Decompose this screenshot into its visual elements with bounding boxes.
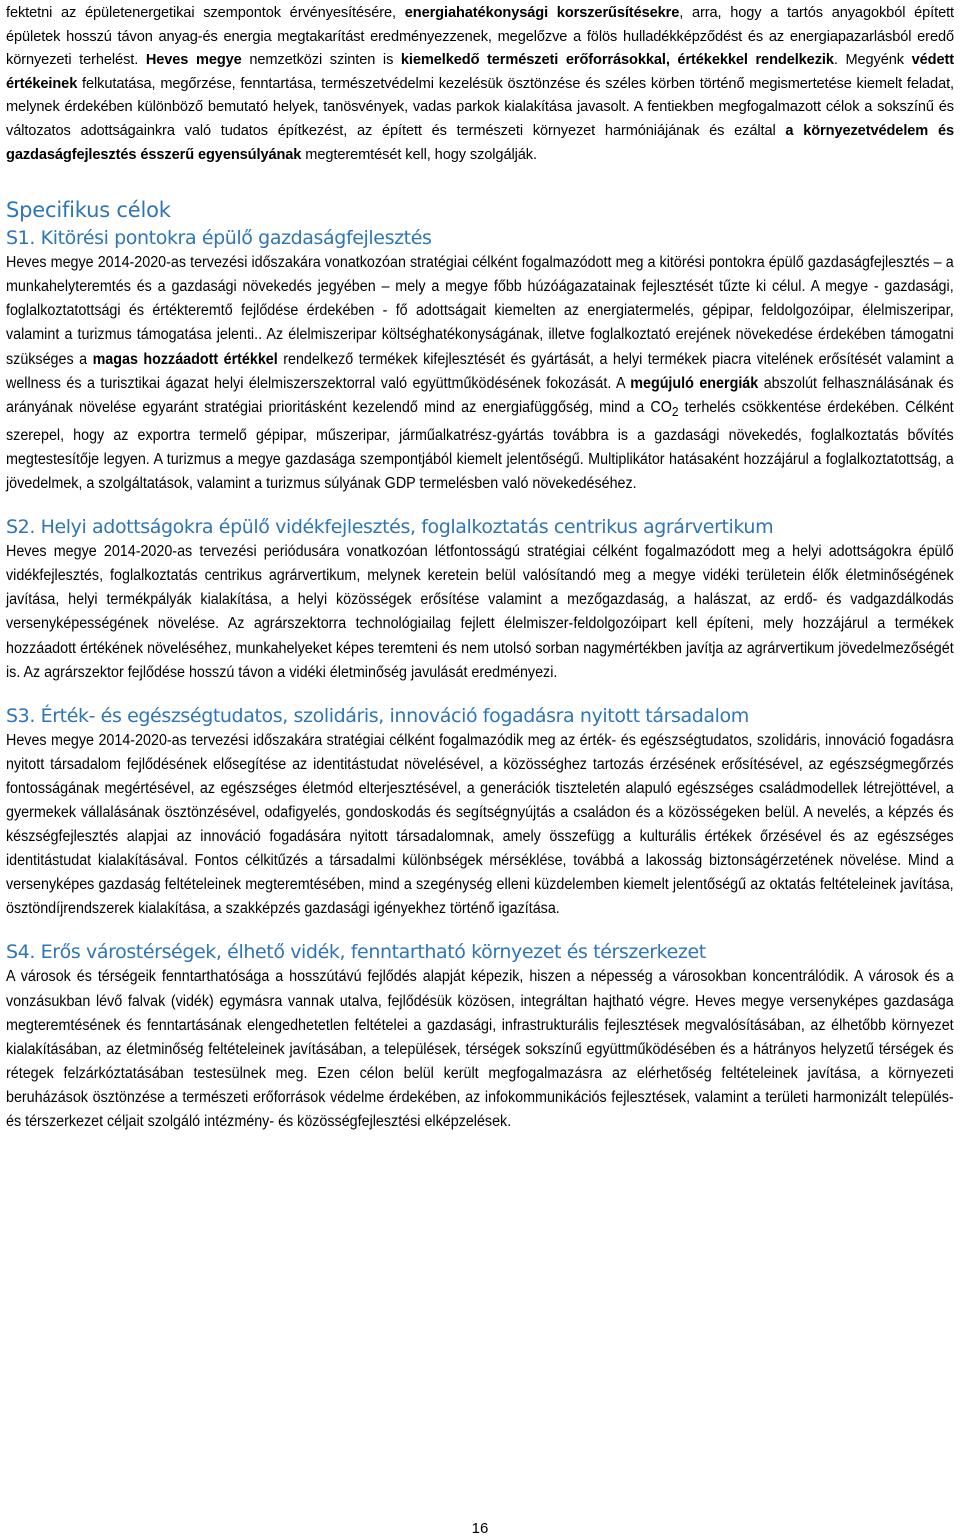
section-s2 <box>6 514 954 685</box>
text-run: abszolút felhasználásának és arányának növelése egyaránt stratégiai prioritásként kezelendő mind az energiafüggőség, mind a CO <box>6 374 954 416</box>
section-s4 <box>6 939 954 1134</box>
section-heading: S3. Érték- és egészségtudatos, szolidáris, innováció fogadásra nyitott társadalom <box>6 704 749 727</box>
text-run: . Megyénk <box>833 52 912 69</box>
text-run: A városok és térségeik fenntarthatósága a hosszútávú fejlődés alapját képezik, hiszen a népesség a városokban koncentrálódik. A városok és a vonzásukban lévő falvak (vidék) egymásra vannak utalva, fejlődésük közösen, integráltan hajtható végre. Heves megye versenyképes gazdasága megteremtésének és fenntartásának elengedhetetlen feltételei a gazdasági, infrastrukturális fejlesztések megvalósításában, az élhetőbb környezet kialakításában, az életminőség feltételeinek javításában, a települések, térségek sokszínű együttműködésében és a hátrányos helyzetű térségek és rétegek felzárkóztatásában testesülnek meg. Ezen célon belül került megfogalmazásra az elérhetőség feltételeinek javítása, a környezeti beruházások ösztönzése a természeti erőforrások védelme érdekében, az infokommunikációs fejlesztések, valamint a területi harmonizált település- és térszerkezet céljait szolgáló intézmény- és közösségfejlesztési elképzelések. <box>6 968 954 1131</box>
text-run: nemzetközi szinten is <box>241 52 401 69</box>
bold-text: a környezetvédelem és gazdaságfejlesztés ésszerű egyensúlyának <box>6 122 954 163</box>
bold-text: kiemelkedő természeti erőforrásokkal, értékekkel rendelkezik <box>400 52 834 69</box>
bold-text: megújuló energiák <box>630 374 759 392</box>
document-page <box>6 2 954 1134</box>
bold-text: védett értékeinek <box>6 52 954 92</box>
section-paragraph <box>6 540 954 685</box>
section-paragraph <box>6 965 954 1134</box>
text-run: terhelés csökkentése érdekében. Célként szerepel, hogy az exportra termelő gépipar, műszeripar, járműalkatrész-gyártás továbbra is a gazdasági növekedés, foglalkoztatás bővítés megtestesítője legyen. A turizmus a megye gazdasága szempontjából kiemelt jelentőségű. Multiplikátor hatásaként hozzájárul a foglalkoztatottság, a jövedelmek, a szolgáltatások, valamint a turizmus súlyának GDP termelésben való növekedéséhez. <box>6 398 954 493</box>
subscript-text: 2 <box>671 403 679 419</box>
section-heading: S2. Helyi adottságokra épülő vidékfejlesztés, foglalkoztatás centrikus agrárvertikum <box>6 516 774 539</box>
text-run: megteremtését kell, hogy szolgálják. <box>301 146 537 163</box>
section-s1 <box>6 225 954 496</box>
text-run: Heves megye 2014-2020-as tervezési időszakára stratégiai célként fogalmazódik meg az érték- és egészségtudatos, szolidáris, innováció fogadásra nyitott társadalom fejlődésének elősegítése az identitástudat növelésével, a közösséghez tartozás érzésének erősítésével, az egészségmegőrzés fontosságának megértésével, az egészséges életmód elterjesztésével, a generációk tiszteletén alapuló egészséges családmodellek létrejöttével, a gyermekek vállalásának ösztönzésével, odafigyelés, gondoskodás és segítségnyújtás a családon és a közösségeken belül. A nevelés, a képzés és készségfejlesztés alapjai az innováció fogadására nyitott társadalomnak, amely összefügg a kulturális értékek őrzésével és az egészséges identitástudat kialakításával. Fontos célkitűzés a társadalmi különbségek mérséklése, továbbá a lakosság biztonságérzetének növelése. Mind a versenyképes gazdaság feltételeinek megteremtésében, mind a szegénység elleni küzdelemben kiemelt jelentőségű az oktatás feltételeinek javítása, ösztöndíjrendszerek kialakítása, a szakképzés gazdasági igényekhez történő igazítása. <box>6 731 954 918</box>
section-paragraph <box>6 729 954 922</box>
section-paragraph <box>6 251 954 496</box>
text-run: Heves megye 2014-2020-as tervezési periódusára vonatkozóan létfontosságú stratégiai célként fogalmazódott meg a helyi adottságokra épülő vidékfejlesztés, foglalkoztatás centrikus agrárvertikum, melynek keretein belül valósítandó meg a megye vidéki területein élők életminőségének javítása, helyi termékpályák kialakítása, a helyi közösségek erősítése valamint a mezőgazdaság, a halászat, az erdő- és vadgazdálkodás versenyképességének növelése. Az agrárszektorra technológiailag fejlett élelmiszer-feldolgozóipart kell építeni, mely hozzájárul a termékek hozzáadott értékének növeléséhez, munkahelyeket képes teremteni és nem utolsó sorban nagymértékben javítja az agrárvertikum jövedelmezőségét is. Az agrárszektor fejlődése hosszú távon a vidéki életminőség javulását eredményezi. <box>6 543 954 681</box>
text-run: fektetni az épületenergetikai szempontok érvényesítésére, <box>6 5 405 21</box>
bold-text: magas hozzáadott értékkel <box>92 350 278 368</box>
text-run: , arra, hogy a tartós anyagokból épített épületek hosszú távon anyag-és energia megtakarítást eredményezzenek, megelőzve a fölös hulladékképződést és az energiapazarlásból eredő környezeti terhelést. <box>6 5 954 69</box>
page-title: Specifikus célok <box>6 198 171 223</box>
bold-text: Heves megye <box>145 52 242 69</box>
intro-paragraph <box>6 2 954 167</box>
text-run: felkutatása, megőrzése, fenntartása, természetvédelmi kezelésük ösztönzése és széles körben történő megismertetése kiemelt feladat, melynek érdekében különböző bemutató helyek, tanösvények, vadas parkok kialakítása javasolt. A fentiekben megfogalmazott célok a sokszínű és változatos adottságainkra való tudatos építkezést, az épített és természeti környezet harmóniájának és ezáltal <box>6 75 954 139</box>
section-heading: S1. Kitörési pontokra épülő gazdaságfejlesztés <box>6 227 432 250</box>
text-run: Heves megye 2014-2020-as tervezési időszakára vonatkozóan stratégiai célként fogalmazódott meg a kitörési pontokra épülő gazdaságfejlesztés – a munkahelyteremtés és a gazdasági növekedés jegyében – mely a megye főbb húzóágazatainak fejlesztését tűzte ki célul. A megye - gazdasági, foglalkoztatottsági és értékteremtő fejlődése érdekében - fő adottságait kiemelten az energiatermelés, gépipar, feldolgozóipar, élelmiszeripar, valamint a turizmus támogatása jelenti.. Az élelmiszeripar költséghatékonyságának, illetve foglalkoztató erejének növekedése érdekében támogatni szükséges a <box>6 254 954 368</box>
section-heading: S4. Erős várostérségek, élhető vidék, fenntartható környezet és térszerkezet <box>6 941 706 964</box>
text-run: rendelkező termékek kifejlesztését és gyártását, a helyi termékek piacra vitelének erősítését valamint a wellness és a turisztikai ágazat helyi élelmiszerszektorral való együttműködésének fokozását. A <box>6 350 954 392</box>
bold-text: energiahatékonysági korszerűsítésekre <box>404 5 680 21</box>
page-number: 16 <box>471 1520 489 1537</box>
section-s3 <box>6 703 954 922</box>
